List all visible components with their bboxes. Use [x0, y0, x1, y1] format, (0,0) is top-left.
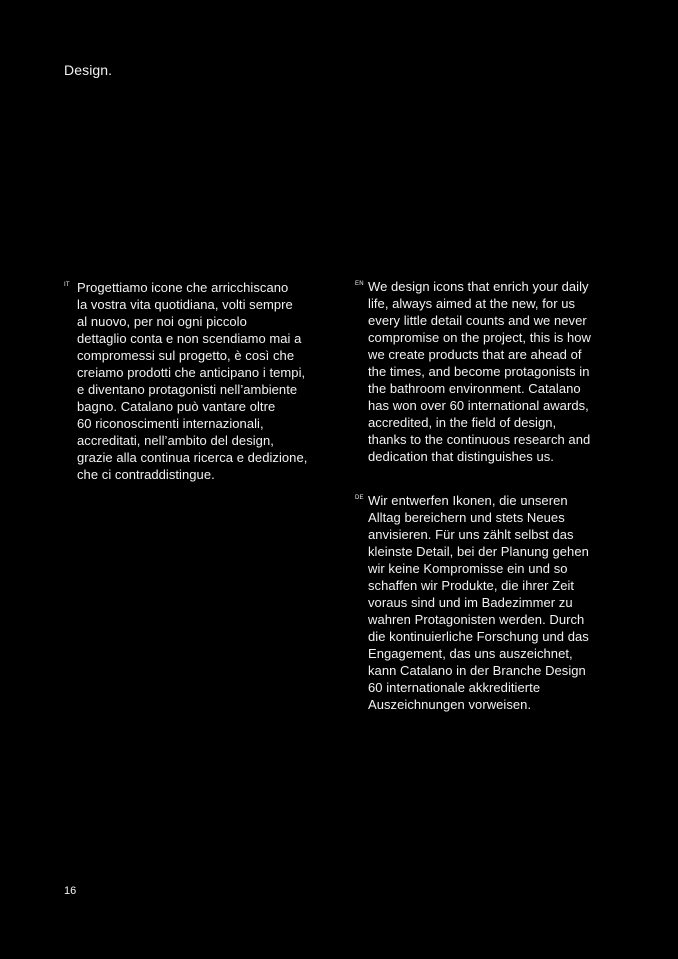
- paragraph-line: la vostra vita quotidiana, volti sempre: [77, 297, 293, 312]
- paragraph-line: 60 internationale akkreditierte: [368, 680, 541, 695]
- paragraph-line: we create products that are ahead of: [368, 347, 582, 362]
- language-tag-it: IT: [64, 282, 70, 288]
- paragraph-line: compromise on the project, this is how: [368, 330, 591, 345]
- paragraph-line: creiamo prodotti che anticipano i tempi,: [77, 365, 306, 380]
- page-title: Design.: [64, 62, 113, 78]
- paragraph-line: al nuovo, per noi ogni piccolo: [77, 314, 247, 329]
- language-tag-en: EN: [355, 281, 364, 287]
- paragraph-line: life, always aimed at the new, for us: [368, 296, 576, 311]
- paragraph-line: anvisieren. Für uns zählt selbst das: [368, 527, 574, 542]
- paragraph-line: dedication that distinguishes us.: [368, 449, 554, 464]
- paragraph-line: Alltag bereichern und stets Neues: [368, 510, 565, 525]
- paragraph-line: 60 riconoscimenti internazionali,: [77, 416, 264, 431]
- paragraph-line: bagno. Catalano può vantare oltre: [77, 399, 276, 414]
- paragraph-line: Engagement, das uns auszeichnet,: [368, 646, 573, 661]
- paragraph-line: the bathroom environment. Catalano: [368, 381, 581, 396]
- paragraph-line: kann Catalano in der Branche Design: [368, 663, 586, 678]
- italian-paragraph: [77, 279, 342, 483]
- paragraph-line: the times, and become protagonists in: [368, 364, 590, 379]
- paragraph-line: accredited, in the field of design,: [368, 415, 557, 430]
- paragraph-line: che ci contraddistingue.: [77, 467, 215, 482]
- paragraph-line: grazie alla continua ricerca e dedizione,: [77, 450, 308, 465]
- language-tag-de: DE: [355, 495, 364, 501]
- german-paragraph: [368, 492, 628, 713]
- paragraph-line: die kontinuierliche Forschung und das: [368, 629, 589, 644]
- paragraph-line: thanks to the continuous research and: [368, 432, 591, 447]
- paragraph-line: We design icons that enrich your daily: [368, 279, 589, 294]
- page-number: 16: [64, 885, 77, 897]
- paragraph-line: e diventano protagonisti nell’ambiente: [77, 382, 298, 397]
- paragraph-line: compromessi sul progetto, è così che: [77, 348, 295, 363]
- paragraph-line: Auszeichnungen vorweisen.: [368, 697, 532, 712]
- paragraph-line: Wir entwerfen Ikonen, die unseren: [368, 493, 568, 508]
- paragraph-line: schaffen wir Produkte, die ihrer Zeit: [368, 578, 575, 593]
- paragraph-line: voraus sind und im Badezimmer zu: [368, 595, 573, 610]
- paragraph-line: wahren Protagonisten werden. Durch: [368, 612, 585, 627]
- paragraph-line: kleinste Detail, bei der Planung gehen: [368, 544, 589, 559]
- paragraph-line: every little detail counts and we never: [368, 313, 587, 328]
- paragraph-line: has won over 60 international awards,: [368, 398, 589, 413]
- paragraph-line: Progettiamo icone che arricchiscano: [77, 280, 289, 295]
- english-paragraph: [368, 278, 628, 465]
- paragraph-line: dettaglio conta e non scendiamo mai a: [77, 331, 302, 346]
- paragraph-line: accreditati, nell’ambito del design,: [77, 433, 274, 448]
- paragraph-line: wir keine Kompromisse ein und so: [368, 561, 568, 576]
